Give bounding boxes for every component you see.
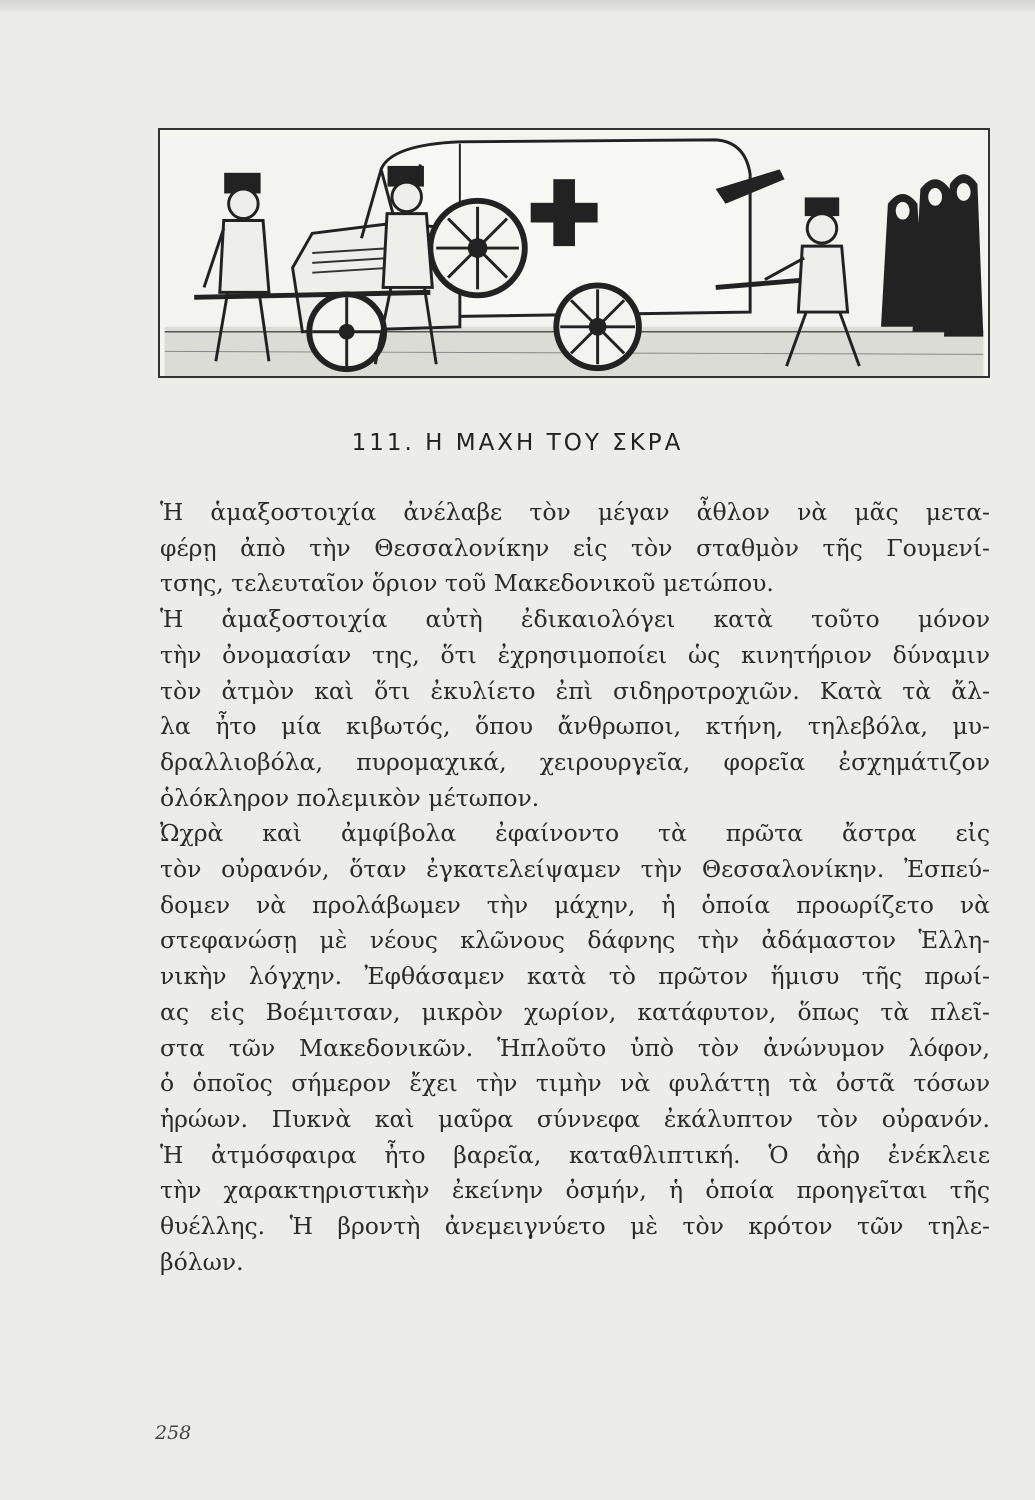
text-line: τὸν ἀτμὸν καὶ ὅτι ἐκυλίετο ἐπὶ σιδηροτροχιῶν. Κατὰ τὰ ἄλ-: [160, 676, 990, 705]
paragraph-3: [160, 816, 990, 1280]
text-line: Ὠχρὰ καὶ ἀμφίβολα ἐφαίνοντο τὰ πρῶτα ἄστρα εἰς: [160, 819, 990, 848]
text-line: δομεν νὰ προλάβωμεν τὴν μάχην, ἡ ὁποία προωρίζετο νὰ: [160, 890, 990, 919]
paragraph-1: [160, 495, 990, 602]
text-line: δραλλιοβόλα, πυρομαχικά, χειρουργεῖα, φορεῖα ἐσχημάτιζον: [160, 747, 990, 776]
text-line: τὴν χαρακτηριστικὴν ἐκείνην ὀσμήν, ἡ ὁποία προηγεῖται τῆς: [160, 1176, 990, 1205]
text-line: φέρῃ ἀπὸ τὴν Θεσσαλονίκην εἰς τὸν σταθμὸν τῆς Γουμενί-: [160, 533, 990, 562]
text-line: νικὴν λόγχην. Ἐφθάσαμεν κατὰ τὸ πρῶτον ἥμισυ τῆς πρωί-: [160, 962, 990, 991]
text-line: τὴν ὀνομασίαν της, ὅτι ἐχρησιμοποίει ὡς κινητήριον δύναμιν: [160, 640, 990, 669]
text-line: τσης, τελευταῖον ὅριον τοῦ Μακεδονικοῦ μετώπου.: [160, 569, 774, 598]
text-line: στα τῶν Μακεδονικῶν. Ἡπλοῦτο ὑπὸ τὸν ἀνώνυμον λόφον,: [160, 1033, 990, 1062]
text-line: στεφανώσῃ μὲ νέους κλῶνους δάφνης τὴν ἀδάμαστον Ἑλλη-: [160, 926, 990, 955]
text-line: ας εἰς Βοέμιτσαν, μικρὸν χωρίον, κατάφυτον, ὅπως τὰ πλεῖ-: [160, 997, 990, 1026]
page-number: 258: [155, 1422, 192, 1444]
text-line: βόλων.: [160, 1247, 244, 1276]
text-line: ἡρώων. Πυκνὰ καὶ μαῦρα σύννεφα ἐκάλυπτον τὸν οὐρανόν.: [160, 1104, 990, 1133]
text-line: ὁ ὁποῖος σήμερον ἔχει τὴν τιμὴν νὰ φυλάττῃ τὰ ὀστᾶ τόσων: [160, 1069, 990, 1098]
ambulance-scene-illustration: [158, 128, 990, 378]
text-line: λα ἦτο μία κιβωτός, ὅπου ἄνθρωποι, κτήνη, τηλεβόλα, μυ-: [160, 712, 990, 741]
page-top-edge: [0, 0, 1035, 14]
chapter-title: 111. Η ΜΑΧΗ ΤΟΥ ΣΚΡΑ: [351, 430, 684, 456]
text-line: Ἡ ἁμαξοστοιχία αὐτὴ ἐδικαιολόγει κατὰ τοῦτο μόνον: [160, 605, 990, 634]
body-text: [160, 495, 990, 1280]
text-line: ὁλόκληρον πολεμικὸν μέτωπον.: [160, 783, 540, 812]
paragraph-2: [160, 602, 990, 816]
text-line: Ἡ ἀτμόσφαιρα ἦτο βαρεῖα, καταθλιπτική. Ὁ ἀὴρ ἐνέκλειε: [160, 1140, 990, 1169]
text-line: τὸν οὐρανόν, ὅταν ἐγκατελείψαμεν τὴν Θεσσαλονίκην. Ἐσπεύ-: [160, 855, 990, 884]
text-line: θυέλλης. Ἡ βροντὴ ἀνεμειγνύετο μὲ τὸν κρότον τῶν τηλε-: [160, 1212, 990, 1241]
text-line: Ἡ ἁμαξοστοιχία ἀνέλαβε τὸν μέγαν ἆθλον νὰ μᾶς μετα-: [160, 498, 990, 526]
